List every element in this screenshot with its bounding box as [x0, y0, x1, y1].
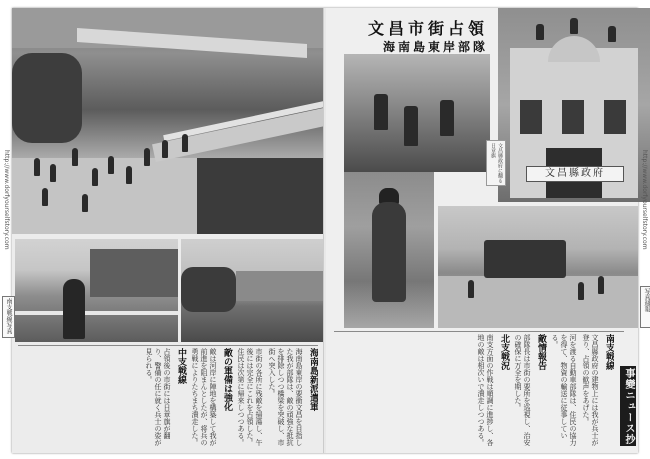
right-paragraph: 部隊長は市街の要所を巡視し、治安の確保に万全を期した。 [514, 334, 531, 446]
left-margin-box: 南支戦線写真 [2, 296, 15, 338]
headline: 文昌市街占領 [367, 19, 488, 38]
right-heading-3: 北支戦況 [499, 334, 509, 370]
left-paragraph: 敵は河岸に陣地を構築して我が前進を阻まんとしたが、将兵の勇戦によりたちまち潰走した。 [191, 348, 217, 446]
right-paragraph: 河を渡る自動車部隊は、住民の協力を得て、物資の輸送に従事している。 [551, 334, 577, 446]
right-heading-1: 南支戦線 [604, 334, 614, 370]
building-sign: 文昌縣政府 [526, 166, 624, 182]
soldiers-with-flag-photo [344, 54, 490, 172]
right-page [326, 8, 638, 453]
right-paragraph: 文昌縣政府の建物上には我が兵士が登り、占領の歓声をあげた。 [582, 334, 599, 446]
left-heading-3: 中支戦線 [176, 348, 186, 384]
truck-crossing-river-photo [438, 206, 638, 328]
right-paragraph: 南支方面の作戦は順調に進捗し、各地の敵は相次いで潰走しつつある。 [477, 334, 494, 446]
right-margin-url: http://www.dorfyourselfstory.com [641, 150, 648, 250]
left-page [12, 8, 324, 453]
photo-caption [486, 140, 506, 186]
magazine-spread [12, 8, 638, 453]
riverside-street-photo [181, 239, 324, 342]
guard-by-canal-photo [15, 239, 178, 342]
left-paragraph: 海南島東岸の要衝文昌を目指した我が部隊は、敵の頑強な抵抗を排除しつつ橋梁を突破し、市街へ突入した。 [268, 348, 303, 446]
left-margin-url: http://www.dorfyourselfstory.com [3, 150, 10, 250]
divider [334, 331, 624, 332]
left-article-text [18, 348, 318, 448]
left-heading-2: 敵の軍備は強化 [222, 348, 232, 411]
bridge-assault-photo [12, 8, 325, 234]
left-heading-1: 海南島新派遣軍 [308, 348, 318, 411]
left-paragraph: 占領後の市街には日章旗が翻り、警備の任に就く兵士の姿が見られる。 [145, 348, 171, 446]
right-article-text [334, 334, 614, 446]
officer-portrait-photo [344, 172, 434, 328]
government-building-photo [498, 8, 650, 202]
subheadline: 海南島東岸部隊 [382, 40, 488, 54]
right-heading-2: 敵情報告 [536, 334, 546, 370]
left-paragraph: 市街の各所に残敵を掃蕩し、午後には完全にこれを占領した。住民は次第に帰来しつつある。 [237, 348, 263, 446]
caption-text: 文昌縣政府に翻る日章旗 [490, 143, 503, 183]
right-margin-box: 写真週報 [640, 286, 650, 328]
news-banner: 事變ニュース抄 [620, 366, 636, 446]
headline-block [344, 14, 494, 54]
divider [18, 345, 318, 346]
